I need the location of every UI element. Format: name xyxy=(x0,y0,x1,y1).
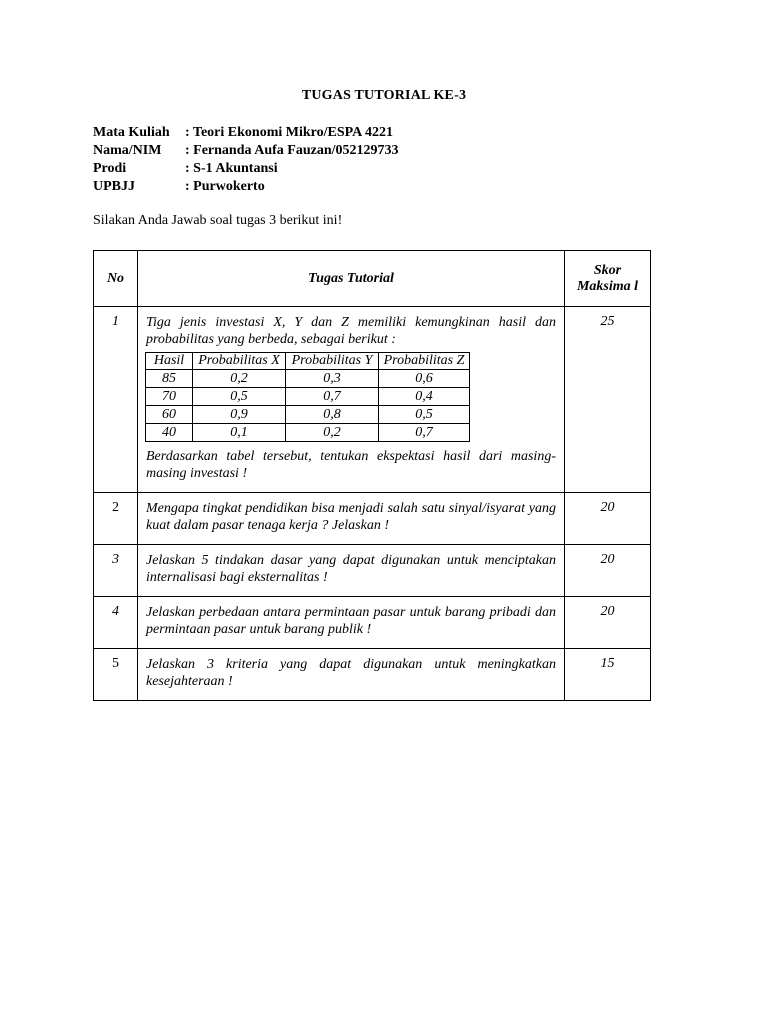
info-row-prodi xyxy=(93,160,399,178)
header-task: Tugas Tutorial xyxy=(138,251,565,307)
row-number: 3 xyxy=(94,545,138,597)
table-row xyxy=(94,597,651,649)
prob-cell: 0,2 xyxy=(193,370,286,388)
task-cell xyxy=(138,307,565,493)
prob-header: Hasil xyxy=(146,353,193,370)
task-cell xyxy=(138,649,565,701)
prob-cell: 0,1 xyxy=(193,424,286,442)
header-no: No xyxy=(94,251,138,307)
score-cell: 20 xyxy=(565,597,651,649)
prob-row xyxy=(146,370,470,388)
table-row xyxy=(94,493,651,545)
prob-header: Probabilitas Y xyxy=(286,353,379,370)
info-label: UPBJJ xyxy=(93,179,135,194)
row-number: 2 xyxy=(94,493,138,545)
info-row-course xyxy=(93,124,399,142)
prob-cell: 0,3 xyxy=(286,370,379,388)
prob-cell: 40 xyxy=(146,424,193,442)
row-number: 4 xyxy=(94,597,138,649)
info-value: : Purwokerto xyxy=(185,179,265,194)
info-label: Prodi xyxy=(93,161,127,176)
row-number: 5 xyxy=(94,649,138,701)
prob-cell: 0,9 xyxy=(193,406,286,424)
prob-header: Probabilitas Z xyxy=(379,353,470,370)
prob-cell: 0,5 xyxy=(379,406,470,424)
task-followup-text: Berdasarkan tabel tersebut, tentukan ekspektasi hasil dari masing-masing investasi ! xyxy=(146,449,556,481)
prob-cell: 70 xyxy=(146,388,193,406)
page-title: TUGAS TUTORIAL KE-3 xyxy=(301,88,467,103)
task-text: Jelaskan perbedaan antara permintaan pasar untuk barang pribadi dan permintaan pasar untuk barang publik ! xyxy=(146,605,556,637)
header-score: Skor Maksima l xyxy=(565,251,651,307)
prob-cell: 85 xyxy=(146,370,193,388)
prob-row xyxy=(146,388,470,406)
prob-cell: 0,8 xyxy=(286,406,379,424)
score-cell: 20 xyxy=(565,493,651,545)
task-text: Mengapa tingkat pendidikan bisa menjadi salah satu sinyal/isyarat yang kuat dalam pasar tenaga kerja ? Jelaskan ! xyxy=(146,501,556,533)
info-label: Nama/NIM xyxy=(93,143,162,158)
score-cell: 15 xyxy=(565,649,651,701)
score-cell: 20 xyxy=(565,545,651,597)
info-value: : Teori Ekonomi Mikro/ESPA 4221 xyxy=(185,125,393,140)
prob-cell: 0,5 xyxy=(193,388,286,406)
info-label: Mata Kuliah xyxy=(93,125,170,140)
prob-row xyxy=(146,424,470,442)
score-cell: 25 xyxy=(565,307,651,493)
info-value: : S-1 Akuntansi xyxy=(185,161,278,176)
prob-header: Probabilitas X xyxy=(193,353,286,370)
assignment-table xyxy=(93,250,651,701)
row-number: 1 xyxy=(94,307,138,493)
info-value: : Fernanda Aufa Fauzan/052129733 xyxy=(185,143,399,158)
task-cell xyxy=(138,493,565,545)
info-row-name xyxy=(93,142,399,160)
task-text: Tiga jenis investasi X, Y dan Z memiliki kemungkinan hasil dan probabilitas yang berbeda, sebagai berikut : xyxy=(146,315,556,347)
task-text: Jelaskan 5 tindakan dasar yang dapat digunakan untuk menciptakan internalisasi bagi eksternalitas ! xyxy=(146,553,556,585)
task-cell xyxy=(138,597,565,649)
prob-cell: 0,4 xyxy=(379,388,470,406)
prob-cell: 0,6 xyxy=(379,370,470,388)
prob-cell: 0,7 xyxy=(286,388,379,406)
prob-cell: 0,2 xyxy=(286,424,379,442)
task-cell xyxy=(138,545,565,597)
prob-header-row xyxy=(146,353,470,370)
probability-table xyxy=(145,352,470,442)
prob-row xyxy=(146,406,470,424)
course-info xyxy=(93,124,399,196)
info-row-upbjj xyxy=(93,178,399,196)
task-text: Jelaskan 3 kriteria yang dapat digunakan untuk meningkatkan kesejahteraan ! xyxy=(146,657,556,689)
prob-cell: 60 xyxy=(146,406,193,424)
table-row xyxy=(94,545,651,597)
table-row xyxy=(94,649,651,701)
table-header-row xyxy=(94,251,651,307)
table-row xyxy=(94,307,651,493)
instruction-text: Silakan Anda Jawab soal tugas 3 berikut ini! xyxy=(93,213,343,228)
prob-cell: 0,7 xyxy=(379,424,470,442)
